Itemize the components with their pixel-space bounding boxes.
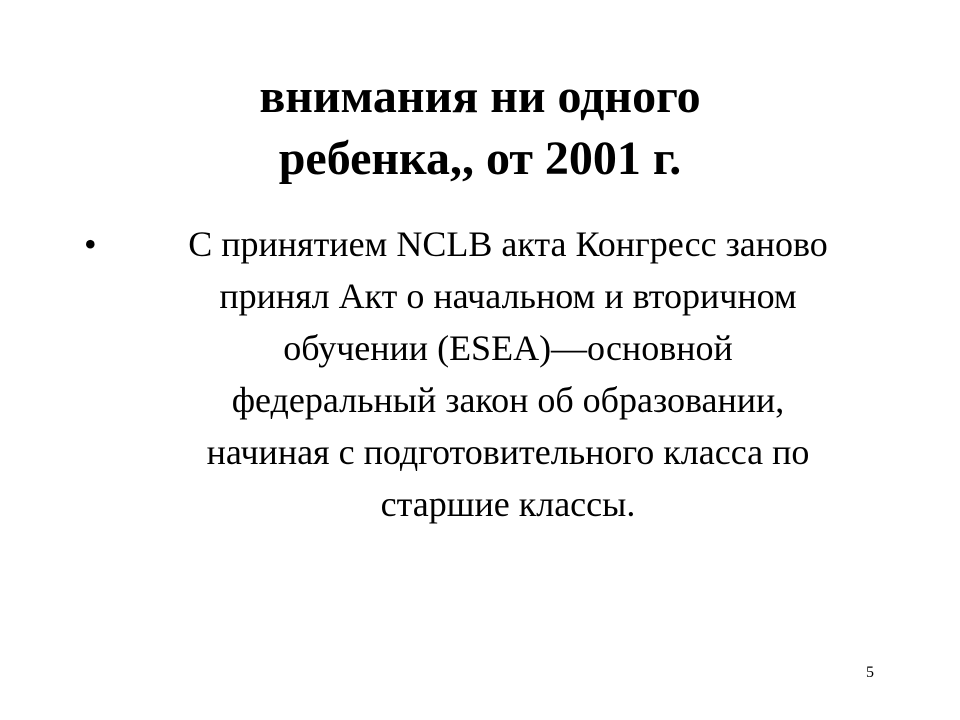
slide-title (120, 66, 840, 190)
slide-title-line-1: внимания ни одного (259, 70, 701, 123)
bullet-text-line-3: обучении (ESEA)—основной (283, 328, 733, 368)
bullet-text-line-5: начиная с подготовительного класса по (206, 432, 810, 472)
slide-title-line-2: ребенка,, от 2001 г. (278, 132, 682, 185)
bullet-text-line-6: старшие классы. (380, 484, 636, 524)
bullet-marker: • (84, 224, 97, 264)
bullet-list (80, 218, 900, 530)
bullet-item (80, 218, 900, 530)
page-number: 5 (866, 664, 874, 681)
bullet-text-line-4: федеральный закон об образовании, (231, 380, 785, 420)
bullet-text-line-1: С принятием NCLB акта Конгресс заново (188, 224, 828, 264)
bullet-text (116, 218, 900, 530)
bullet-text-line-2: принял Акт о начальном и вторичном (219, 276, 797, 316)
